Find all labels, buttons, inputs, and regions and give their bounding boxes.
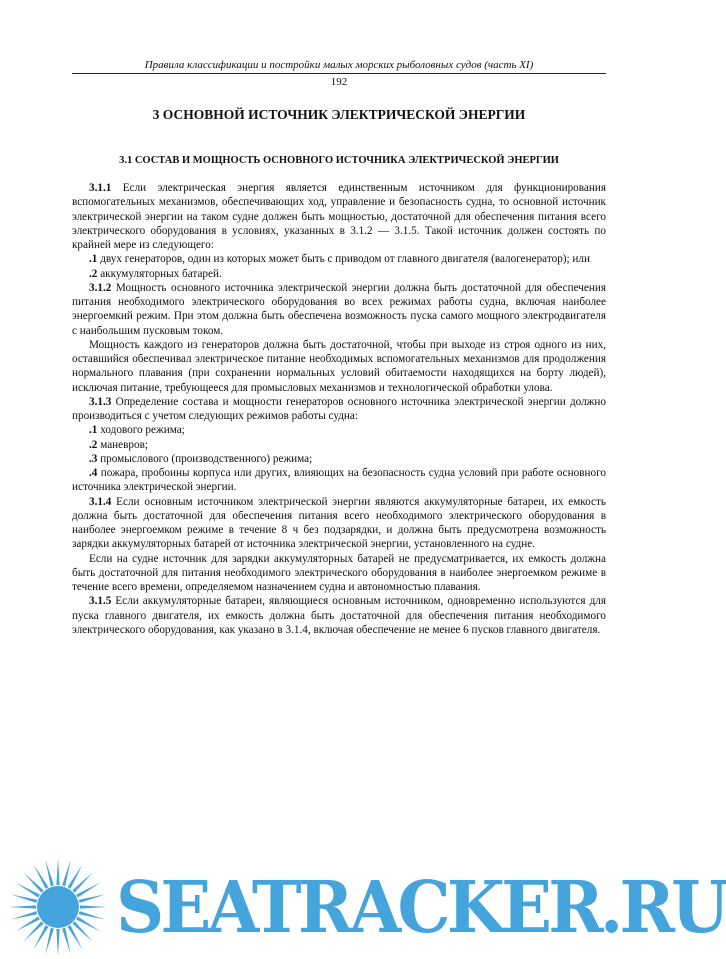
sun-ray xyxy=(62,928,71,955)
list-item xyxy=(72,423,606,437)
page-number: 192 xyxy=(330,76,348,88)
sun-ray xyxy=(11,894,38,903)
sun-ray xyxy=(11,911,38,920)
sun-ray xyxy=(45,860,54,887)
item-number: .1 xyxy=(89,253,98,266)
paragraph-3-1-4 xyxy=(72,495,606,552)
paragraph-3-1-1 xyxy=(72,181,606,252)
paragraph-3-1-2 xyxy=(72,281,606,338)
clause-number: 3.1.4 xyxy=(89,495,112,508)
paragraph-text: Если основным источником электрической энергии являются аккумуляторные батареи, их емкость должна быть достаточной для обеспечения питания всего необходимого электрического оборудования в наиболее энергоемком режиме в течение 8 ч без подзарядки, и должна быть предусмотрена возможность зарядки аккумуляторных батарей от источника электрической энергии, установленного на судне. xyxy=(72,495,606,551)
paragraph-charging xyxy=(72,552,606,595)
paragraph-text: Определение состава и мощности генераторов основного источника электрической энергии должно производиться с учетом следующих режимов работы судна: xyxy=(72,395,606,422)
paragraph-3-1-5 xyxy=(72,594,606,637)
document-body xyxy=(72,181,606,637)
sun-icon xyxy=(8,857,108,957)
paragraph-text: Мощность каждого из генераторов должна быть достаточной, чтобы при выходе из строя одного из них, оставшийся обеспечивал электрическое питание необходимых вспомогательных механизмов для продолжения нормального плавания (при сохранении нормальных условий обитаемости находящихся на борту людей), исключая питание, требующееся для промысловых механизмов и технологической обработки улова. xyxy=(72,338,606,394)
list-item xyxy=(72,438,606,452)
sun-ray xyxy=(62,860,71,887)
item-number: .2 xyxy=(89,438,98,451)
paragraph-text: Если на судне источник для зарядки аккумуляторных батарей не предусматривается, их емкость должна быть достаточной для питания необходимого электрического оборудования в наиболее энергоемком режиме в течение всего времени, определяемом назначением судна и автономностью плавания. xyxy=(72,552,606,593)
paragraph-text: Мощность основного источника электрической энергии должна быть достаточной для обеспечения питания необходимого электрического оборудования во всех режимах работы судна, включая наиболее энергоемкий режим. При этом должна быть обеспечена возможность пуска самого мощного электродвигателя с наибольшим пусковым током. xyxy=(72,281,606,337)
item-text: двух генераторов, один из которых может быть с приводом от главного двигателя (валогенератор); или xyxy=(97,253,590,266)
subsection-title: 3.1 СОСТАВ И МОЩНОСТЬ ОСНОВНОГО ИСТОЧНИКА ЭЛЕКТРИЧЕСКОЙ ЭНЕРГИИ xyxy=(119,155,559,166)
item-text: аккумуляторных батарей. xyxy=(97,267,222,280)
clause-number: 3.1.2 xyxy=(89,281,112,294)
item-number: .3 xyxy=(89,452,98,465)
item-text: пожара, пробоины корпуса или других, влияющих на безопасность судна условий при работе основного источника электрической энергии. xyxy=(72,467,606,494)
list-item xyxy=(72,267,606,281)
sun-ray xyxy=(45,928,54,955)
clause-number: 3.1.3 xyxy=(89,395,112,408)
paragraph-text: Если аккумуляторные батареи, являющиеся основным источником, одновременно используются для пуска главного двигателя, их емкость должна быть достаточной для обеспечения питания необходимого электрического оборудования, как указано в 3.1.4, включая обеспечение не менее 6 пусков главного двигателя. xyxy=(72,595,606,636)
clause-number: 3.1.5 xyxy=(89,595,112,608)
section-title: 3 ОСНОВНОЙ ИСТОЧНИК ЭЛЕКТРИЧЕСКОЙ ЭНЕРГИИ xyxy=(152,107,526,122)
paragraph-text: Если электрическая энергия является единственным источником для функционирования вспомогательных механизмов, обеспечивающих ход, управление и безопасность судна, то основной источник электрической энергии на таком судне должен быть мощностью, достаточной для обеспечения питания всего электрического оборудования в условиях, указанных в 3.1.2 — 3.1.5. Такой источник должен состоять по крайней мере из следующего: xyxy=(72,182,606,251)
item-number: .1 xyxy=(89,424,98,437)
sun-ray xyxy=(9,905,36,908)
paragraph-generator-power xyxy=(72,338,606,395)
sun-ray xyxy=(79,911,106,920)
sun-ray xyxy=(80,905,107,908)
watermark-text: SEATRACKER.RU xyxy=(116,865,726,949)
clause-number: 3.1.1 xyxy=(89,182,112,194)
list-item xyxy=(72,252,606,266)
item-text: ходового режима; xyxy=(97,424,185,437)
header-divider xyxy=(72,73,606,74)
item-number: .4 xyxy=(89,467,98,479)
list-item xyxy=(72,466,606,495)
watermark xyxy=(0,855,726,959)
sun-ray xyxy=(56,858,59,885)
running-header-title: Правила классификации и постройки малых морских рыболовных судов (часть XI) xyxy=(144,59,534,71)
sun-ray xyxy=(56,929,59,956)
item-text: промыслового (производственного) режима; xyxy=(97,452,313,465)
item-text: маневров; xyxy=(97,438,148,451)
paragraph-3-1-3 xyxy=(72,395,606,424)
item-number: .2 xyxy=(89,267,98,280)
sun-ray xyxy=(79,894,106,903)
list-item xyxy=(72,452,606,466)
